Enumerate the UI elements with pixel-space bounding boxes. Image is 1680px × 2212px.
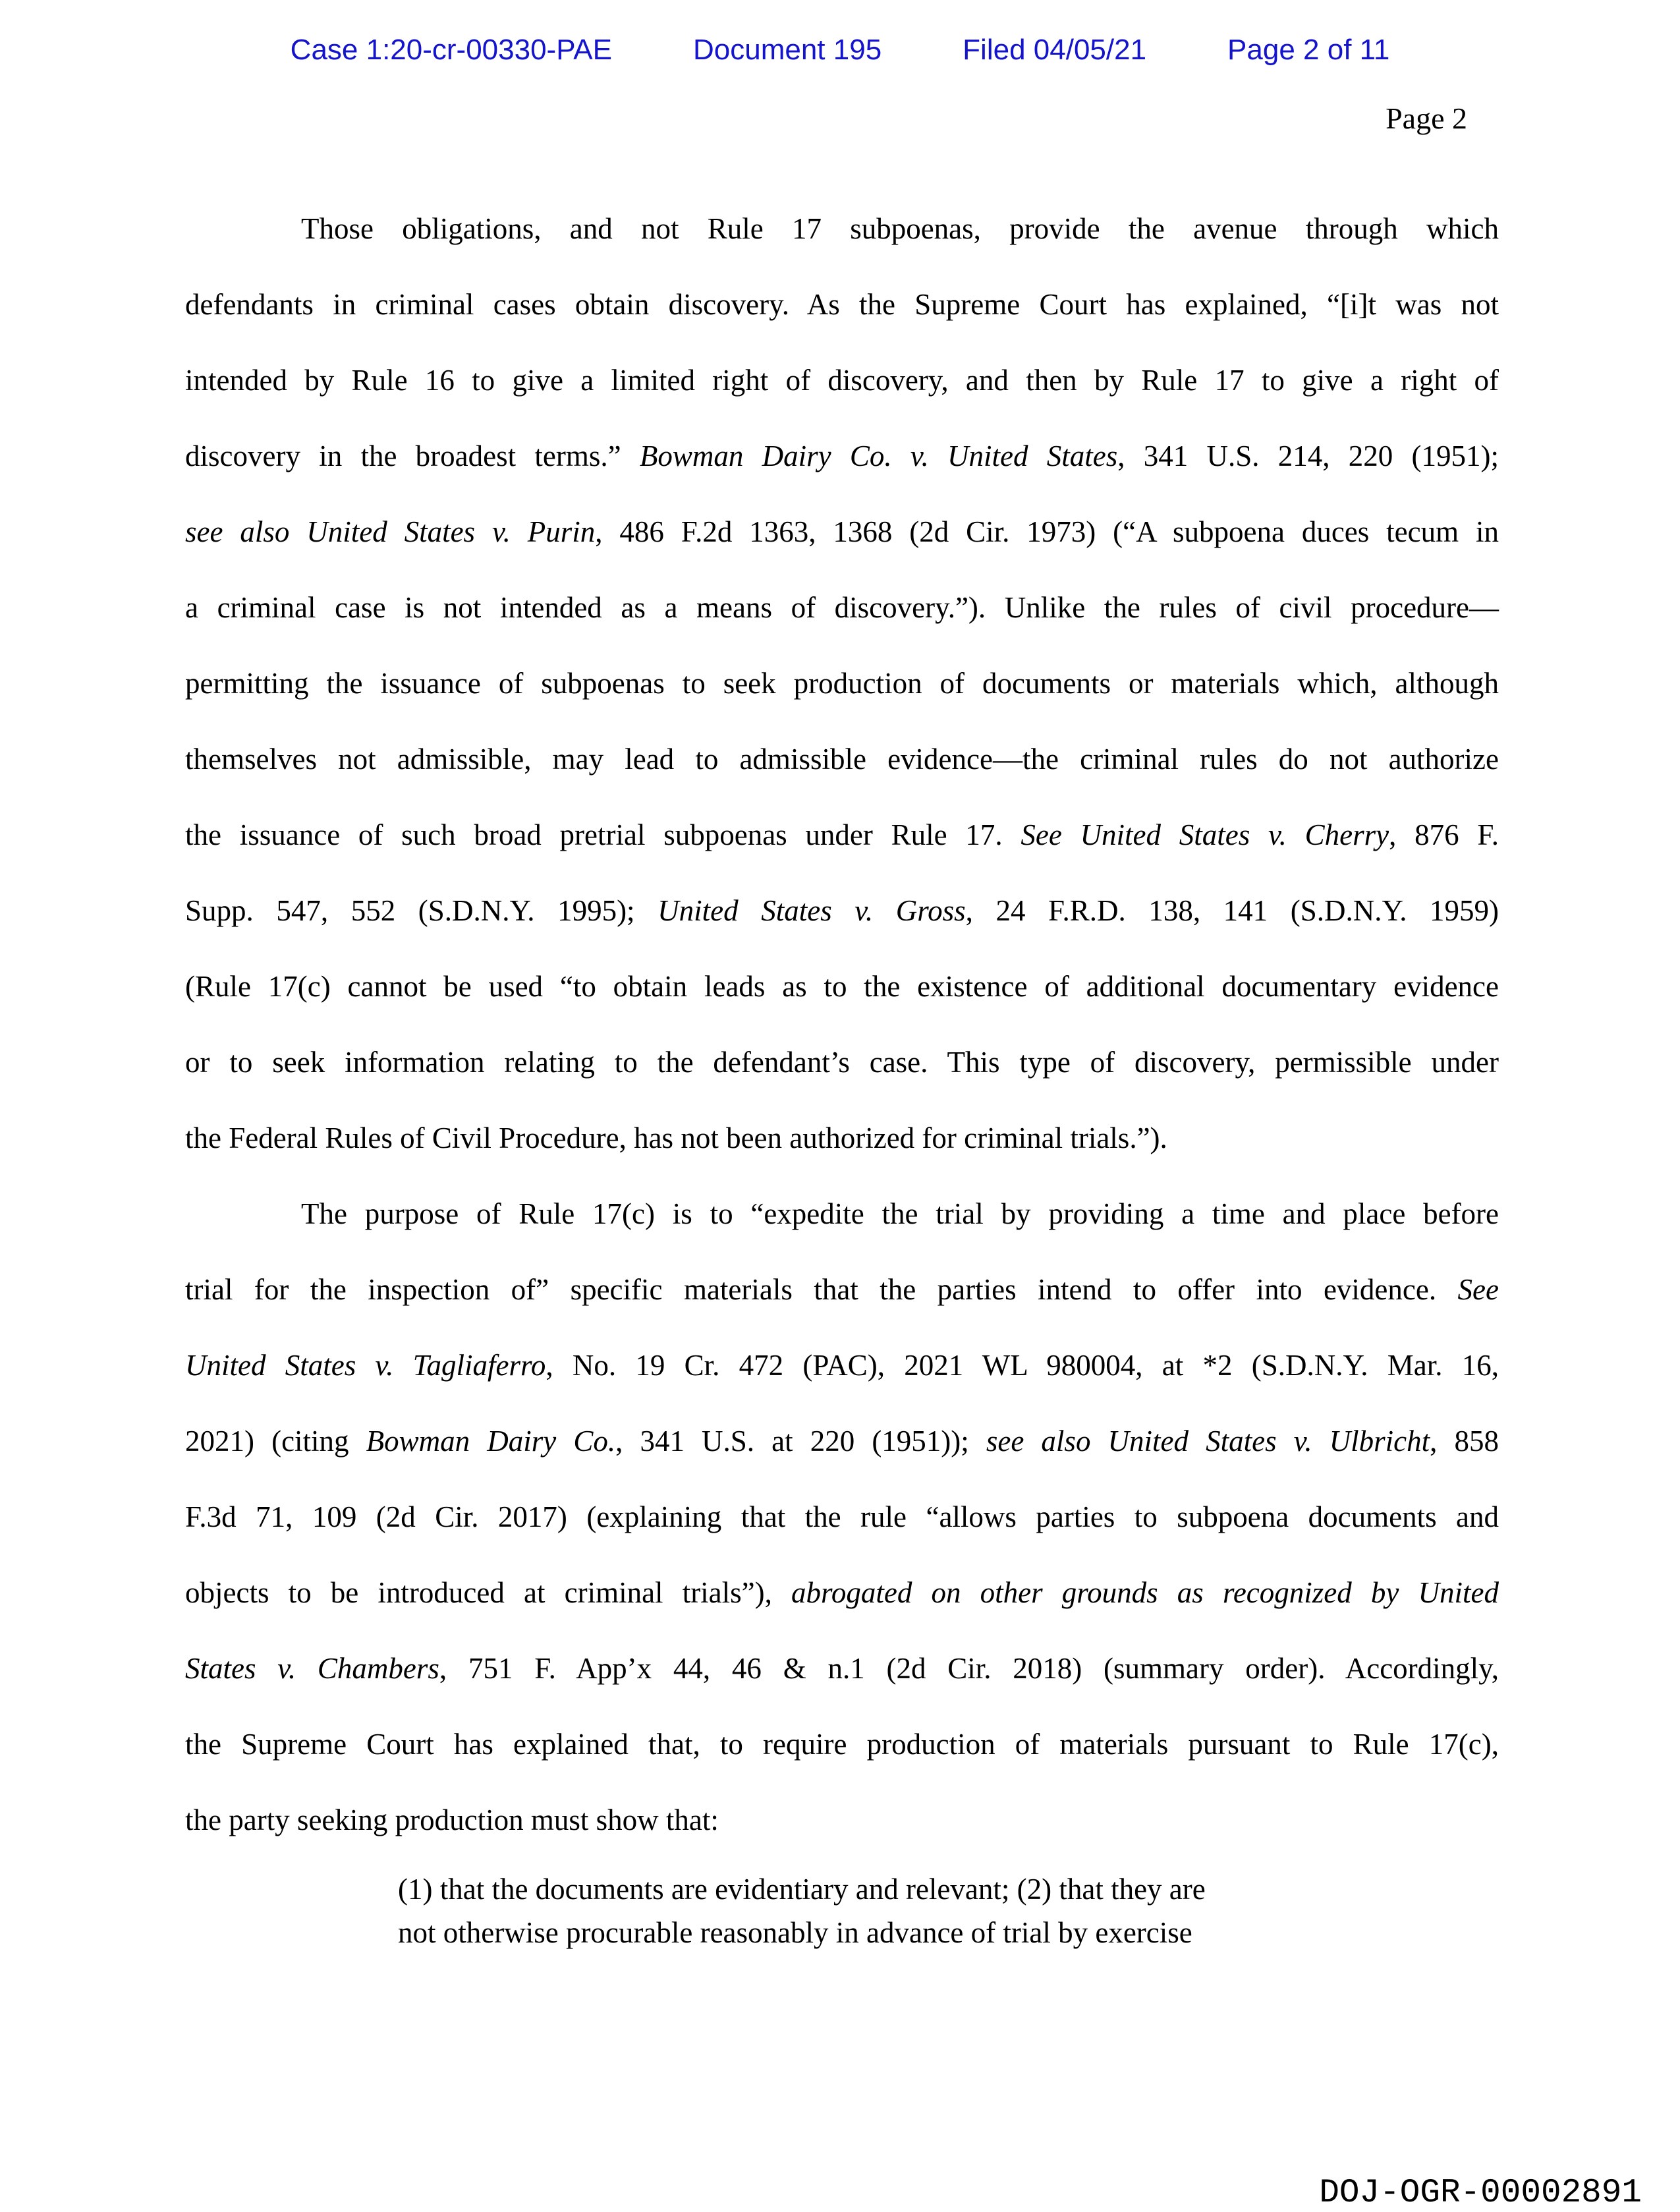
body-text: [185, 191, 1499, 1954]
text-line: 2021) (citing Bowman Dairy Co., 341 U.S. at 220 (1951)); see also United States v. Ulbricht, 858: [185, 1425, 1499, 1458]
text-line: permitting the issuance of subpoenas to seek production of documents or materials which, although: [185, 667, 1499, 700]
text-line: a criminal case is not intended as a means of discovery.”). Unlike the rules of civil procedure—: [185, 591, 1499, 624]
ecf-document-number: Document 195: [693, 34, 882, 66]
ecf-case-number: Case 1:20-cr-00330-PAE: [290, 34, 612, 66]
blockquote-line: not otherwise procurable reasonably in advance of trial by exercise: [398, 1916, 1192, 1949]
text-line: the party seeking production must show that:: [185, 1803, 719, 1836]
ecf-stamp-header: [0, 33, 1680, 68]
text-line: objects to be introduced at criminal trials”), abrogated on other grounds as recognized by United: [185, 1576, 1499, 1609]
text-line: the issuance of such broad pretrial subpoenas under Rule 17. See United States v. Cherry, 876 F.: [185, 818, 1499, 851]
blockquote-line: (1) that the documents are evidentiary and relevant; (2) that they are: [398, 1873, 1206, 1906]
text-line: discovery in the broadest terms.” Bowman Dairy Co. v. United States, 341 U.S. 214, 220 (1951);: [185, 440, 1499, 472]
text-line: States v. Chambers, 751 F. App’x 44, 46 & n.1 (2d Cir. 2018) (summary order). Accordingly,: [185, 1652, 1499, 1685]
page-number-label: Page 2: [1386, 101, 1467, 135]
text-line: trial for the inspection of” specific materials that the parties intend to offer into evidence. See: [185, 1273, 1499, 1306]
text-line: see also United States v. Purin, 486 F.2d 1363, 1368 (2d Cir. 1973) (“A subpoena duces tecum in: [185, 515, 1499, 548]
text-line: the Supreme Court has explained that, to require production of materials pursuant to Rule 17(c),: [185, 1728, 1499, 1761]
text-line: F.3d 71, 109 (2d Cir. 2017) (explaining that the rule “allows parties to subpoena documents and: [185, 1500, 1499, 1533]
text-line: defendants in criminal cases obtain discovery. As the Supreme Court has explained, “[i]t was not: [185, 288, 1499, 321]
text-line: The purpose of Rule 17(c) is to “expedite the trial by providing a time and place before: [301, 1197, 1499, 1230]
text-line: intended by Rule 16 to give a limited right of discovery, and then by Rule 17 to give a right of: [185, 364, 1499, 397]
paragraph-2: [185, 1176, 1499, 1858]
text-line: (Rule 17(c) cannot be used “to obtain leads as to the existence of additional documentary evidence: [185, 970, 1499, 1003]
ecf-filed-date: Filed 04/05/21: [963, 34, 1147, 66]
bates-number-label: DOJ-OGR-00002891: [1319, 2174, 1642, 2212]
ecf-page-count: Page 2 of 11: [1227, 34, 1390, 66]
text-line: Those obligations, and not Rule 17 subpoenas, provide the avenue through which: [301, 212, 1499, 245]
text-line: United States v. Tagliaferro, No. 19 Cr. 472 (PAC), 2021 WL 980004, at *2 (S.D.N.Y. Mar. 16,: [185, 1349, 1499, 1382]
blockquote: [398, 1867, 1360, 1954]
text-line: or to seek information relating to the defendant’s case. This type of discovery, permissible under: [185, 1046, 1499, 1079]
text-line: themselves not admissible, may lead to admissible evidence—the criminal rules do not authorize: [185, 743, 1499, 776]
paragraph-1: [185, 191, 1499, 1176]
text-line: the Federal Rules of Civil Procedure, has not been authorized for criminal trials.”).: [185, 1121, 1167, 1154]
text-line: Supp. 547, 552 (S.D.N.Y. 1995); United States v. Gross, 24 F.R.D. 138, 141 (S.D.N.Y. 1959): [185, 894, 1499, 927]
